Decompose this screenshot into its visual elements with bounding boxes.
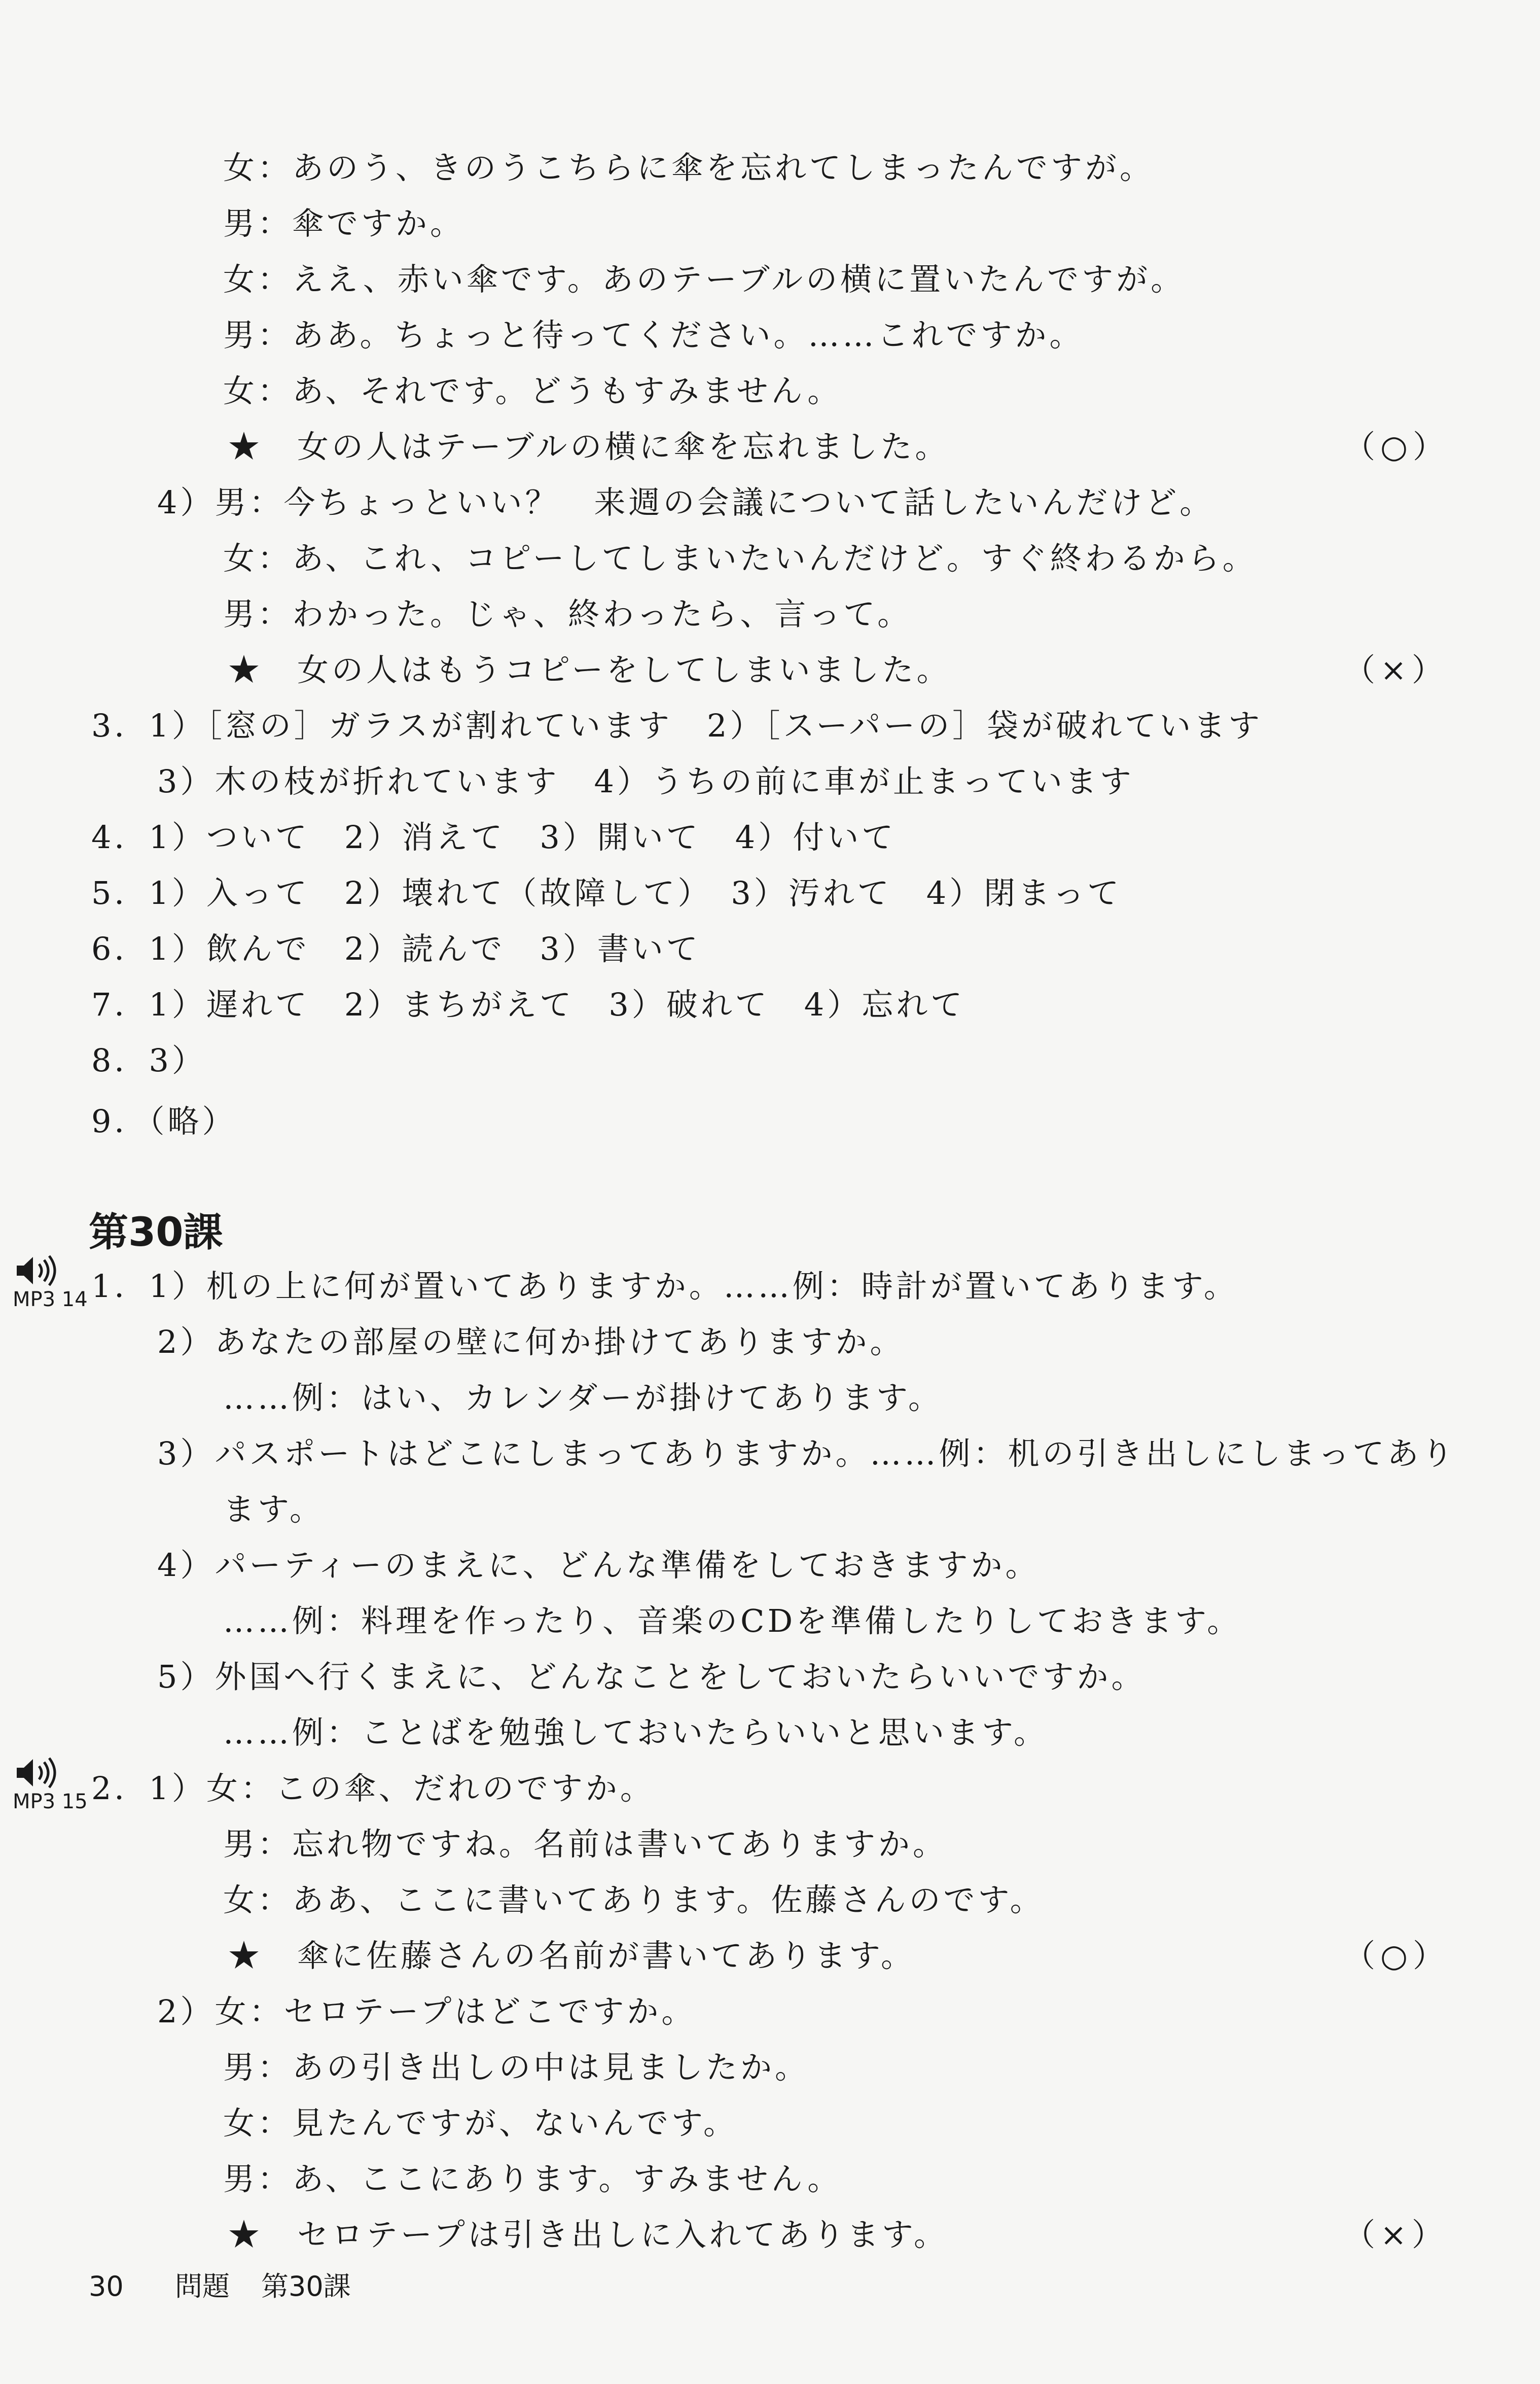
answer-line: 3）木の枝が折れています 4）うちの前に車が止まっています: [157, 763, 1134, 800]
answer-line: ……例：料理を作ったり、音楽のCDを準備したりしておきます。: [223, 1602, 1242, 1639]
answer-line: 3．1）［窓の］ガラスが割れています 2）［スーパーの］袋が破れています: [91, 707, 1263, 744]
speaker-icon: [13, 1253, 68, 1288]
answer-line: ……例：はい、カレンダーが掛けてあります。: [223, 1379, 943, 1416]
true-false-mark: （○）: [1344, 428, 1450, 465]
dialogue-line: 女：あ、それです。どうもすみません。: [223, 372, 842, 409]
statement-line: ★ 女の人はテーブルの横に傘を忘れました。: [228, 428, 950, 465]
footer-section-label: 問題: [175, 2270, 230, 2302]
audio-track-label: MP3 14: [13, 1288, 88, 1311]
answer-line: ……例：ことばを勉強しておいたらいいと思います。: [223, 1714, 1049, 1751]
answer-line: 1．1）机の上に何が置いてありますか。……例：時計が置いてあります。: [91, 1268, 1238, 1305]
answer-line: 7．1）遅れて 2）まちがえて 3）破れて 4）忘れて: [91, 986, 965, 1023]
dialogue-line: 2．1）女：この傘、だれのですか。: [91, 1770, 655, 1807]
dialogue-line: 男：あ、ここにあります。すみません。: [223, 2160, 842, 2197]
true-false-mark: （×）: [1344, 651, 1448, 688]
answer-line: 4）パーティーのまえに、どんな準備をしておきますか。: [157, 1547, 1040, 1584]
answer-line: 9．（略）: [91, 1103, 237, 1140]
footer-lesson-label: 第30課: [261, 2270, 351, 2302]
answer-line: 4．1）ついて 2）消えて 3）開いて 4）付いて: [91, 819, 897, 856]
answer-line: 6．1）飲んで 2）読んで 3）書いて: [91, 930, 701, 967]
audio-track-label: MP3 15: [13, 1790, 88, 1813]
answer-line: ます。: [223, 1491, 325, 1528]
dialogue-line: 2）女：セロテープはどこですか。: [157, 1993, 696, 2030]
dialogue-line: 男：忘れ物ですね。名前は書いてありますか。: [223, 1826, 948, 1863]
answer-line: 5．1）入って 2）壊れて（故障して） 3）汚れて 4）閉まって: [91, 874, 1122, 911]
answer-line: 5）外国へ行くまえに、どんなことをしておいたらいいですか。: [157, 1658, 1146, 1695]
dialogue-line: 女：ええ、赤い傘です。あのテーブルの横に置いたんですが。: [223, 261, 1186, 298]
page-number: 30: [89, 2270, 124, 2302]
true-false-mark: （×）: [1344, 2216, 1448, 2253]
statement-line: ★ 女の人はもうコピーをしてしまいました。: [228, 651, 951, 688]
dialogue-line: 男：傘ですか。: [223, 205, 465, 242]
dialogue-line: 女：見たんですが、ないんです。: [223, 2105, 738, 2142]
audio-marker: [13, 1253, 88, 1311]
answer-line: 8．3）: [91, 1042, 206, 1079]
lesson-title: 第30課: [89, 1210, 223, 1255]
answer-line: 3）パスポートはどこにしまってありますか。……例：机の引き出しにしまってあり: [157, 1435, 1456, 1472]
statement-line: ★ 傘に佐藤さんの名前が書いてあります。: [228, 1937, 916, 1974]
dialogue-line: 女：ああ、ここに書いてあります。佐藤さんのです。: [223, 1881, 1045, 1918]
statement-line: ★ セロテープは引き出しに入れてあります。: [228, 2216, 948, 2253]
speaker-icon: [13, 1755, 68, 1791]
answer-line: 2）あなたの部屋の壁に何か掛けてありますか。: [157, 1323, 905, 1360]
dialogue-line: 男：あの引き出しの中は見ましたか。: [223, 2049, 810, 2086]
dialogue-line: 女：あのう、きのうこちらに傘を忘れてしまったんですが。: [223, 149, 1155, 186]
dialogue-line: 男：ああ。ちょっと待ってください。……これですか。: [223, 317, 1084, 354]
dialogue-line: 女：あ、これ、コピーしてしまいたいんだけど。すぐ終わるから。: [223, 540, 1257, 577]
dialogue-line: 4）男：今ちょっといい？ 来週の会議について話したいんだけど。: [157, 484, 1214, 521]
true-false-mark: （○）: [1344, 1937, 1450, 1974]
dialogue-line: 男：わかった。じゃ、終わったら、言って。: [223, 595, 912, 633]
audio-marker: [13, 1755, 88, 1813]
